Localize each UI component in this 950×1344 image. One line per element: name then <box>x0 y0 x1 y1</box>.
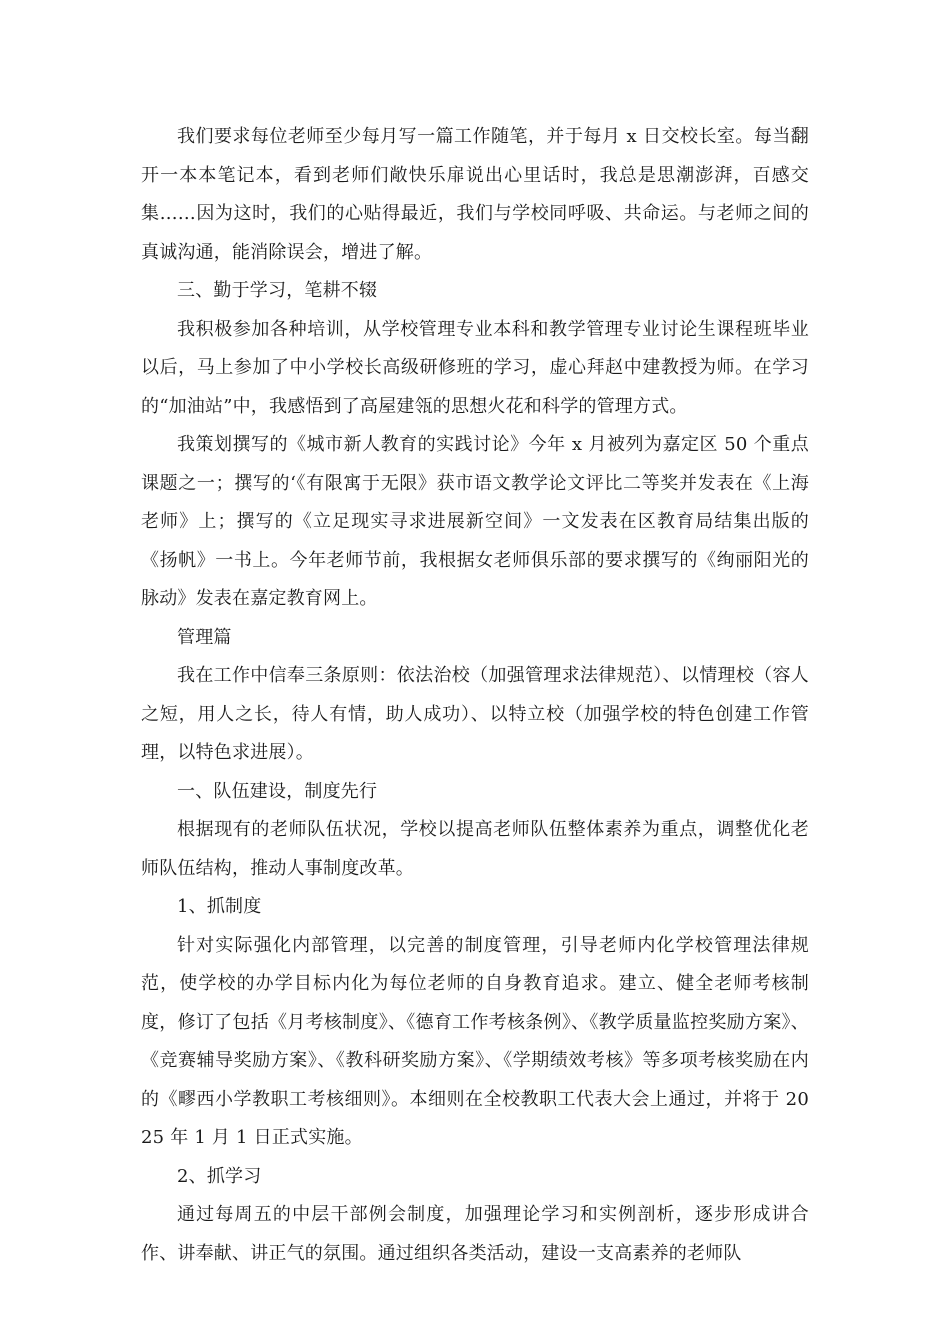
paragraph-principles: 我在工作中信奉三条原则：依法治校（加强管理求法律规范）、以情理校（容人之短，用人之长，待人有情，助人成功）、以特立校（加强学校的特色创建工作管理，以特色求进展）。 <box>141 665 809 763</box>
paragraph-journal-practice: 我们要求每位老师至少每月写一篇工作随笔，并于每月 x 日交校长室。每当翻开一本本笔记本，看到老师们敞快乐扉说出心里话时，我总是思潮澎湃，百感交集……因为这时，我们的心贴得最近，我们与学校同呼吸、共命运。与老师之间的真诚沟通，能消除误会，增进了解。 <box>141 126 809 263</box>
paragraph-learning-details: 通过每周五的中层干部例会制度，加强理论学习和实例剖析，逐步形成讲合作、讲奉献、讲正气的氛围。通过组织各类活动，建设一支高素养的老师队 <box>141 1204 809 1264</box>
section-heading-team-building: 一、队伍建设，制度先行 <box>177 780 378 802</box>
subheading-system: 1、抓制度 <box>177 896 262 917</box>
section-heading-management: 管理篇 <box>177 626 232 648</box>
paragraph-team-status: 根据现有的老师队伍状况，学校以提高老师队伍整体素养为重点，调整优化老师队伍结构，推动人事制度改革。 <box>141 819 809 879</box>
paragraph-system-details: 针对实际强化内部管理，以完善的制度管理，引导老师内化学校管理法律规范，使学校的办学目标内化为每位老师的自身教育追求。建立、健全老师考核制度，修订了包括《月考核制度》、《德育工作考核条例》、《教学质量监控奖励方案》、《竞赛辅导奖励方案》、《教科研奖励方案》、《学期绩效考核》等多项考核奖励在内的《疁西小学教职工考核细则》。本细则在全校教职工代表大会上通过，并将于 2025 年 1 月 1 日正式实施。 <box>141 934 809 1148</box>
document-page <box>141 118 809 1273</box>
paragraph-training: 我积极参加各种培训，从学校管理专业本科和教学管理专业讨论生课程班毕业以后，马上参加了中小学校长高级研修班的学习，虚心拜赵中建教授为师。在学习的“加油站”中，我感悟到了高屋建瓴的思想火花和科学的管理方式。 <box>141 318 809 417</box>
subheading-learning: 2、抓学习 <box>177 1165 262 1187</box>
paragraph-publications: 我策划撰写的《城市新人教育的实践讨论》今年 x 月被列为嘉定区 50 个重点课题之一；撰写的‘《有限寓于无限》获市语文教学论文评比二等奖并发表在《上海老师》上；撰写的《立足现实寻求进展新空间》一文发表在区教育局结集出版的《扬帆》一书上。今年老师节前，我根据女老师俱乐部的要求撰写的《绚丽阳光的脉动》发表在嘉定教育网上。 <box>141 434 809 609</box>
section-heading-study: 三、勤于学习，笔耕不辍 <box>177 280 378 301</box>
